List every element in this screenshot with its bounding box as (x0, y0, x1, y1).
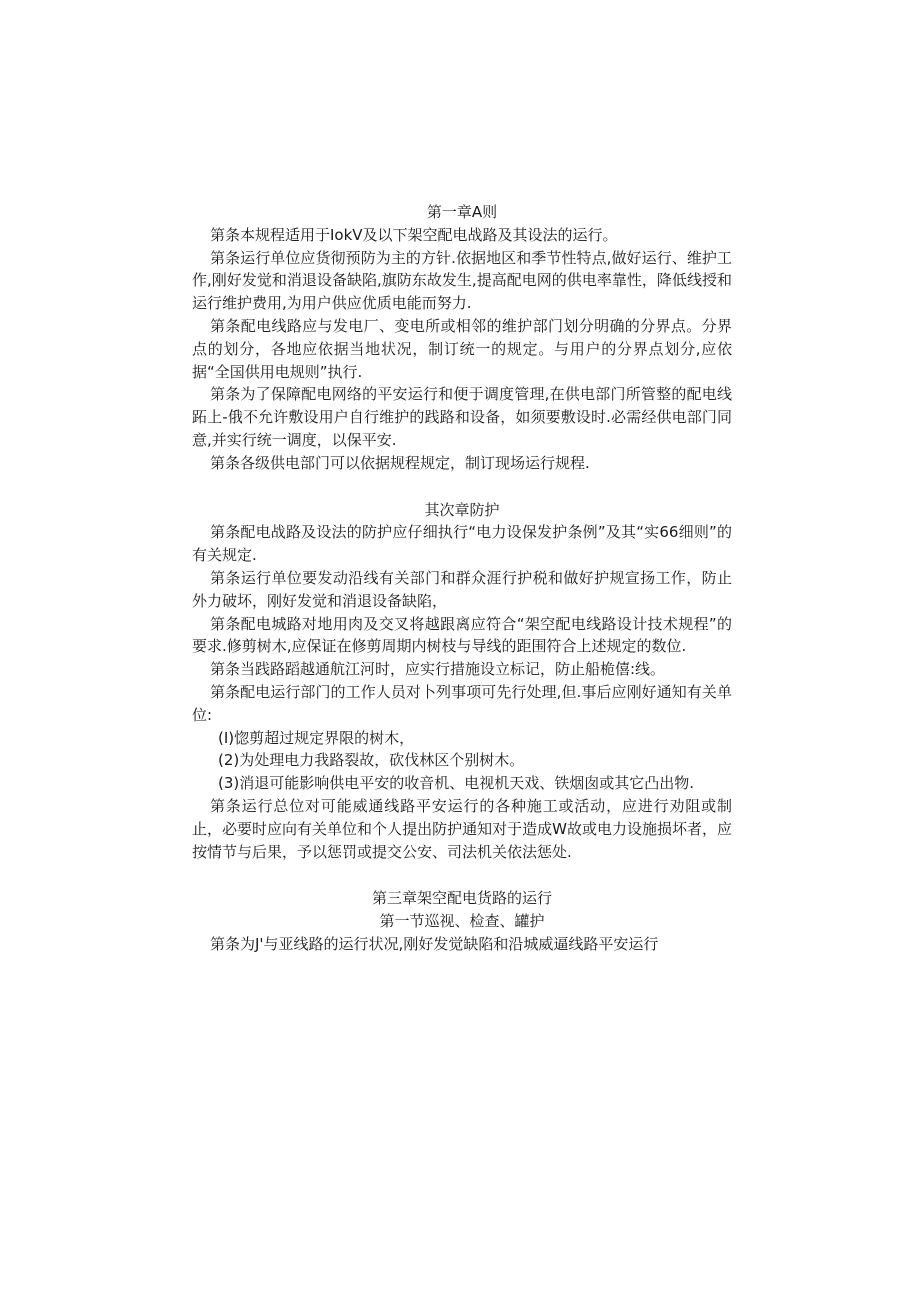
chapter-1-paragraph: 第条为了保障配电网络的平安运行和便于调度管理,在供电部门所管整的配电线跖上-俄不允许敷设用户自行维护的践路和设备，如须要敷设时.必需经供电部门同意,并实行统一调度，以保平安. (192, 385, 732, 449)
chapter-1-paragraph: 第条本规程适用于IokV及以下架空配电战路及其设法的运行。 (210, 225, 618, 244)
chapter-2-paragraph: 第条运行总位对可能威通线路平安运行的各种施工或活动，应进行劝阻或制止，必要时应向有关单位和个人提出防护通知对于造成W故或电力设施损坏者，应按情节与后果，予以惩罚或提交公安、司法机关依法惩处. (192, 796, 732, 861)
chapter-1-paragraph: 第条配电线路应与发电厂、变电所或相邻的维护部门划分明确的分界点。分界点的划分，各地应依据当地状况，制订统一的规定。与用户的分界点划分,应依据“全国供用电规则”执行. (192, 316, 732, 381)
chapter-2-paragraph: 第条运行单位要发动沿线有关部门和群众涯行护税和做好护规宣扬工作，防止外力破坏，刚好发觉和消退设备缺陷， (192, 568, 732, 610)
chapter-2-paragraph: 第条配电运行部门的工作人员对卜列事项可先行处理,但.事后应刚好通知有关单位: (192, 682, 732, 724)
list-item: (3)消退可能影响供电平安的收音机、电视机天戏、铁烟囱或其它凸出物. (218, 774, 695, 793)
list-item: (I)惚剪超过规定界限的树木， (218, 728, 415, 747)
section-gap (192, 863, 732, 887)
chapter-2-paragraph: 第条配电战路及设法的防护应仔细执行“电力设保发护条例”及其“实66细则”的有关规定. (192, 523, 732, 565)
chapter-1-paragraph: 第条运行单位应货彻预防为主的方针.依据地区和季节性特点,做好运行、维护工作,刚好发觉和消退设备缺陷,旗防东故发生,提高配电网的供电率靠性，降低线授和运行维护费用,为用户供应优质电能而努力. (192, 248, 732, 313)
chapter-3-title: 第三章架空配电货路的运行 (371, 889, 552, 908)
chapter-1-paragraph: 第条各级供电部门可以依据规程规定，制订现场运行规程. (210, 453, 590, 472)
document-body (192, 201, 732, 956)
chapter-2-paragraph: 第条配电城路对地用肉及交叉将越跟离应符合“架空配电线路设计技术规程”的要求.修剪树木,应保证在修剪周期内树枝与导线的距围符合上述规定的数位. (192, 614, 732, 656)
list-item: (2)为处理电力我路裂故，砍伐林区个别树木。 (218, 751, 525, 770)
chapter-2-paragraph: 第条当践路蹈越通航江河时，应实行措施设立标记，防止船桅僖:线。 (210, 660, 666, 679)
section-gap (192, 475, 732, 499)
section-1-title: 第一节巡视、检查、罐护 (379, 912, 545, 931)
chapter-1-title: 第一章A则 (426, 203, 498, 221)
chapter-2-title: 其次章防护 (424, 500, 500, 519)
chapter-3-paragraph: 第条为J'与亚线路的运行状况,刚好发觉缺陷和沿城威逼线路平安运行 (210, 934, 659, 953)
